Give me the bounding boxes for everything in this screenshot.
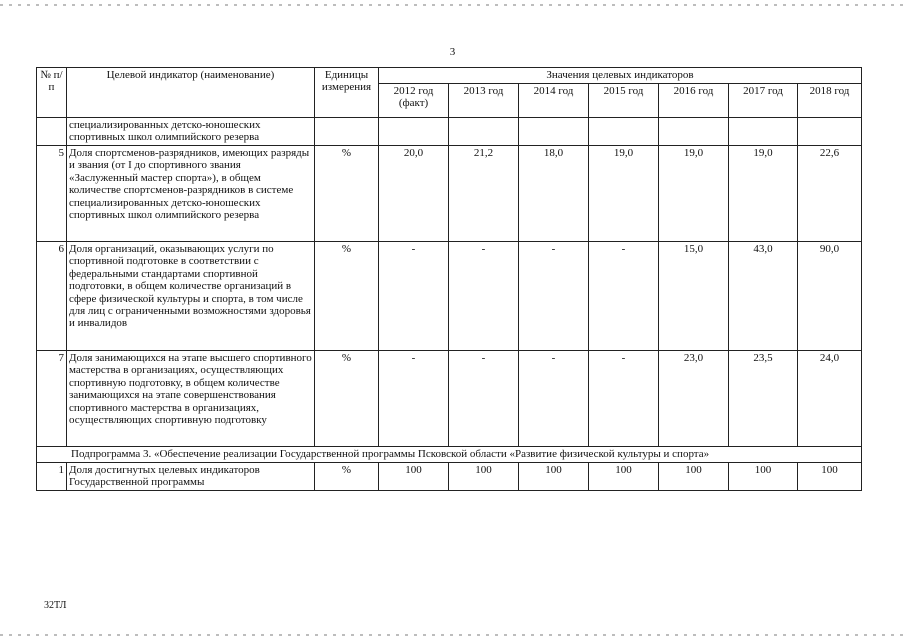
row-indicator-name: Доля спортсменов-разрядников, имеющих разряды и звания (от I до спортивного звания «Заслуженный мастер спорта»), в общем количестве спортсменов-разрядников в системе специализированных детско-юношеских спортивных школ олимпийского резерва [67,145,315,241]
row-num: 7 [37,350,67,446]
row-value: - [519,241,589,350]
table-header [37,68,862,118]
header-year-2012: 2012 год (факт) [379,84,449,118]
row-value [589,118,659,146]
row-indicator-name: Доля занимающихся на этапе высшего спортивного мастерства в организациях, осуществляющих спортивную подготовку, в общем количестве занимающихся на этапе совершенствования спортивного мастерства в организациях, осуществляющих спортивную подготовку [67,350,315,446]
row-indicator-name: Доля организаций, оказывающих услуги по спортивной подготовке в соответствии с федеральными стандартами спортивной подготовки, в общем количестве организаций в сфере физической культуры и спорта, в том числе для лиц с ограниченными возможностями здоровья и инвалидов [67,241,315,350]
row-value: - [589,350,659,446]
scan-edge-top [0,4,905,6]
header-year-2017: 2017 год [729,84,798,118]
row-value: 20,0 [379,145,449,241]
row-value: 100 [798,462,862,490]
header-year-2013: 2013 год [449,84,519,118]
row-value [659,118,729,146]
row-num [37,118,67,146]
header-year-2016: 2016 год [659,84,729,118]
table-row [37,241,862,350]
row-value: - [519,350,589,446]
row-value: 100 [449,462,519,490]
row-value: 18,0 [519,145,589,241]
table-row [37,462,862,490]
row-value: 22,6 [798,145,862,241]
row-value [379,118,449,146]
header-num: № п/п [37,68,67,118]
row-value: - [379,350,449,446]
row-value: 90,0 [798,241,862,350]
header-values-group: Значения целевых индикаторов [379,68,862,84]
header-year-2015: 2015 год [589,84,659,118]
table-row [37,145,862,241]
row-indicator-name: Доля достигнутых целевых индикаторов Государственной программы [67,462,315,490]
row-value: 100 [659,462,729,490]
row-value: - [449,241,519,350]
row-num: 5 [37,145,67,241]
row-value: 100 [589,462,659,490]
row-value [449,118,519,146]
table-row [37,118,862,146]
row-indicator-name: специализированных детско-юношеских спортивных школ олимпийского резерва [67,118,315,146]
table-row [37,350,862,446]
row-value: 43,0 [729,241,798,350]
row-value [729,118,798,146]
row-unit: % [315,462,379,490]
header-unit: Единицы измерения [315,68,379,118]
row-value: - [589,241,659,350]
header-year-2018: 2018 год [798,84,862,118]
row-value: 19,0 [659,145,729,241]
table-body [37,118,862,491]
row-value [798,118,862,146]
row-unit: % [315,350,379,446]
row-value: 19,0 [589,145,659,241]
page-number: 3 [449,46,456,58]
row-unit: % [315,145,379,241]
row-num: 1 [37,462,67,490]
footer-code: 32ТЛ [44,600,67,611]
row-value: 19,0 [729,145,798,241]
scan-edge-bottom [0,634,905,636]
row-value: 15,0 [659,241,729,350]
row-value: - [379,241,449,350]
row-value: - [449,350,519,446]
row-value: 23,0 [659,350,729,446]
row-value: 21,2 [449,145,519,241]
row-value: 100 [379,462,449,490]
header-year-2014: 2014 год [519,84,589,118]
row-value: 24,0 [798,350,862,446]
header-indicator: Целевой индикатор (наименование) [67,68,315,118]
indicators-table [36,67,862,491]
row-num: 6 [37,241,67,350]
row-value: 100 [729,462,798,490]
row-value: 100 [519,462,589,490]
subprogram-row [37,446,862,462]
subprogram-title: Подпрограмма 3. «Обеспечение реализации Государственной программы Псковской области «Развитие физической культуры и спорта» [37,446,862,462]
row-value: 23,5 [729,350,798,446]
row-unit: % [315,241,379,350]
row-unit [315,118,379,146]
row-value [519,118,589,146]
